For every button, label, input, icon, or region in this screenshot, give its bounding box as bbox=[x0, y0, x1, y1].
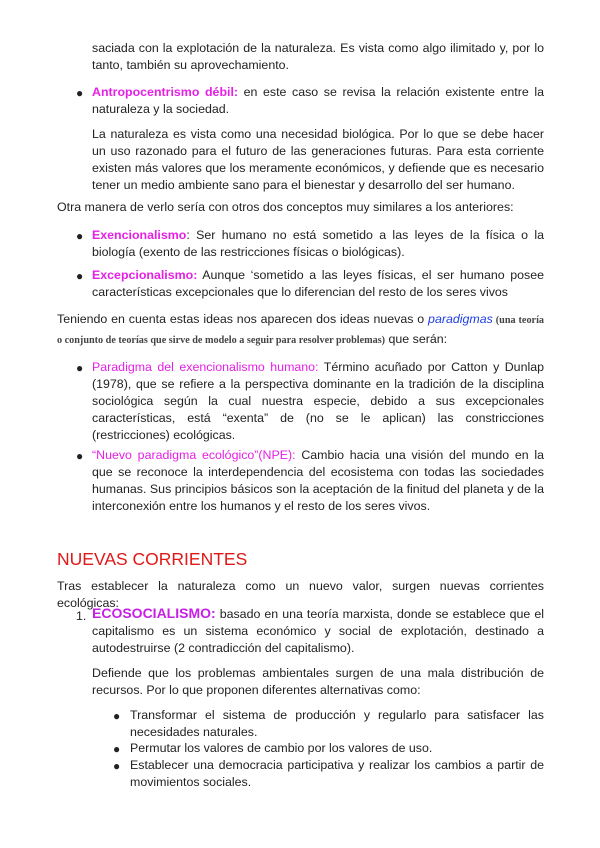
term-paradigmas: paradigmas bbox=[428, 312, 493, 326]
list-number: 1. bbox=[76, 609, 87, 623]
definition-text: Cambio hacia una visión del mundo en la que se reconoce la interdependencia del ecosistema con todas las sociedades humanas. Sus principios básicos son la aceptación de la finitud del planeta y de la interconexión entre los humanos y el resto de los seres vivos. bbox=[92, 448, 544, 513]
bullet-dot: ● bbox=[113, 742, 121, 756]
definition-text: en este caso se revisa la relación existente entre la naturaleza y la sociedad. bbox=[92, 85, 545, 116]
term-antropocentrismo-debil: Antropocentrismo débil: bbox=[92, 85, 239, 99]
paragraph-otra-manera: Otra manera de verlo sería con otros dos conceptos muy similares a los anteriores: bbox=[57, 200, 514, 214]
bullet-dot: ● bbox=[76, 229, 84, 243]
sub-list-item: Permutar los valores de cambio por los valores de uso. bbox=[130, 741, 433, 755]
bullet-dot: ● bbox=[113, 759, 121, 773]
bullet-dot: ● bbox=[76, 449, 84, 463]
term-exencionalismo: Exencionalismo bbox=[92, 228, 187, 242]
bullet-excepcionalismo bbox=[92, 267, 544, 301]
bullet-dot: ● bbox=[76, 86, 84, 100]
bullet-nuevo-paradigma-ecologico bbox=[92, 447, 544, 515]
text-after: que serán: bbox=[385, 332, 448, 346]
paragraph-continuation: saciada con la explotación de la naturaleza. Es vista como algo ilimitado y, por lo tanto, también su aprovechamiento. bbox=[92, 41, 544, 72]
sub-list-item: Transformar el sistema de producción y regularlo para satisfacer las necesidades naturales. bbox=[130, 708, 544, 739]
paragraph-tras-establecer: Tras establecer la naturaleza como un nuevo valor, surgen nuevas corrientes ecológicas: bbox=[57, 579, 544, 610]
paragraph-defiende: Defiende que los problemas ambientales surgen de una mala distribución de recursos. Por lo que proponen diferentes alternativas como: bbox=[92, 666, 544, 697]
term-ecosocialismo: ECOSOCIALISMO: bbox=[92, 605, 216, 621]
term-nuevo-paradigma-ecologico: “Nuevo paradigma ecológico”(NPE): bbox=[92, 448, 296, 462]
bullet-dot: ● bbox=[113, 709, 121, 723]
definition-text: : Ser humano no está sometido a las leyes de la física o la biología (exento de las restricciones físicas o biológicas). bbox=[92, 228, 544, 259]
definition-text: Aunque ‘sometido a las leyes físicas, el ser humano posee características excepcionales que lo diferencian del resto de los seres vivos bbox=[92, 268, 544, 299]
numbered-item-ecosocialismo bbox=[92, 605, 544, 657]
bullet-antropocentrismo-debil bbox=[92, 84, 544, 118]
bullet-dot: ● bbox=[76, 361, 84, 375]
text-before: Teniendo en cuenta estas ideas nos aparecen dos ideas nuevas o bbox=[57, 312, 429, 326]
paragraph-teniendo-en-cuenta bbox=[57, 310, 544, 350]
section-heading: NUEVAS CORRIENTES bbox=[57, 549, 248, 569]
bullet-dot: ● bbox=[76, 269, 84, 283]
paragraph-naturaleza-necesidad: La naturaleza es vista como una necesidad biológica. Por lo que se debe hacer un uso razonado para el futuro de las generaciones futuras. Para esta corriente existen más valores que los meramente económicos, y defiende que es necesario tener un medio ambiente sano para el bienestar y desarrollo del ser humano. bbox=[92, 127, 544, 192]
paradigma-definition-note: (una teoría o conjunto de teorías que sirve de modelo a seguir para resolver problemas) bbox=[57, 315, 544, 346]
sub-list-item: Establecer una democracia participativa y realizar los cambios a partir de movimientos sociales. bbox=[130, 758, 544, 789]
term-paradigma-exencionalismo: Paradigma del exencionalismo humano: bbox=[92, 360, 319, 374]
definition-text: Término acuñado por Catton y Dunlap (1978), que se refiere a la perspectiva dominante en la tradición de la disciplina sociológica según la cual nuestra especie, debido a sus excepcionales características, está “exenta” de (no se le aplican) las constricciones (restricciones) ecológicas. bbox=[92, 360, 545, 442]
bullet-exencionalismo bbox=[92, 227, 544, 261]
term-excepcionalismo: Excepcionalismo: bbox=[92, 268, 198, 282]
definition-text: basado en una teoría marxista, donde se establece que el capitalismo es un sistema económico y social de explotación, destinado a autodestruirse (2 contradicción del capitalismo). bbox=[92, 607, 544, 655]
bullet-paradigma-exencionalismo bbox=[92, 359, 544, 444]
